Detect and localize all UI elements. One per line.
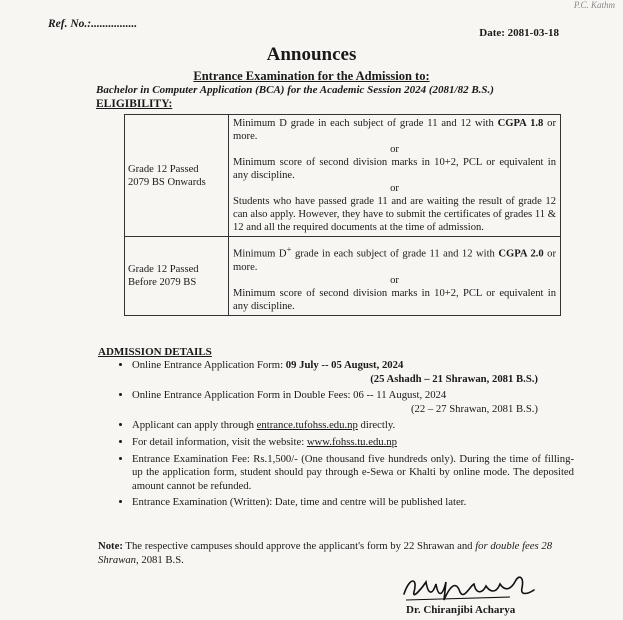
criterion-part: Minimum D — [233, 248, 287, 260]
eligibility-criteria-cell — [229, 237, 561, 316]
eligibility-criteria-cell — [229, 115, 561, 237]
list-item — [132, 436, 574, 450]
item-bs-date: (22 – 27 Shrawan, 2081 B.S.) — [410, 402, 538, 415]
list-item — [132, 359, 574, 386]
admission-list — [116, 359, 574, 513]
note-text: , 2081 B.S. — [136, 553, 184, 566]
note-label: Note: — [98, 540, 123, 552]
eligibility-group-cell — [125, 115, 229, 237]
item-value: 09 July -- 05 August, 2024 — [285, 359, 404, 371]
group-line: 2079 BS Onwards — [128, 176, 206, 188]
or-separator: or — [390, 183, 399, 194]
item-label: Applicant can apply through — [132, 419, 257, 432]
reference-number: Ref. No.:................ — [48, 18, 138, 30]
item-label: Online Entrance Application Form: — [132, 359, 286, 371]
criterion-part: or more. — [233, 248, 556, 273]
note-italic: for double fees 28 Shrawan — [98, 540, 553, 566]
group-line: Before 2079 BS — [128, 276, 197, 288]
table-row — [125, 237, 561, 316]
notice-date: Date: 2081-03-18 — [479, 27, 559, 39]
or-separator: or — [390, 274, 399, 286]
item-bs-date: (25 Ashadh – 21 Shrawan, 2081 B.S.) — [370, 372, 538, 385]
criterion-part: Minimum D grade in each subject of grade 11 and 12 with — [233, 118, 498, 129]
signer-name: Dr. Chiranjibi Acharya — [406, 604, 516, 616]
item-label: Online Entrance Application Form in Double Fees: 06 -- 11 August, 2024 — [132, 389, 447, 402]
note-text: The respective campuses should approve the applicant's form by 22 Shrawan and — [122, 540, 476, 552]
criterion-cgpa: CGPA 2.0 — [498, 248, 544, 260]
eligibility-heading: ELIGIBILITY: — [96, 98, 173, 110]
group-line: Grade 12 Passed — [128, 163, 199, 175]
group-line: Grade 12 Passed — [128, 263, 199, 275]
page-subtitle: Entrance Examination for the Admission to: — [193, 69, 430, 83]
or-separator: or — [390, 144, 399, 155]
note-paragraph — [98, 540, 558, 567]
eligibility-table — [124, 114, 561, 316]
list-item — [132, 419, 574, 433]
list-item: • Entrance Examination Fee: Rs.1,500/- (One thousand five hundreds only). During the time of filling-up the application form, student should pay through e-Sewa or Khalti by online mode. The deposited amount cannot be refunded. — [132, 453, 574, 494]
corner-mark: P.C. Kathm — [573, 0, 615, 10]
admission-heading: ADMISSION DETAILS — [98, 346, 212, 358]
signature-icon — [400, 570, 540, 606]
criterion-cgpa: CGPA 1.8 — [497, 118, 544, 129]
item-label: For detail information, visit the website: — [132, 435, 307, 448]
criterion-text — [233, 243, 556, 274]
page-title: Announces — [266, 44, 357, 65]
criterion-text: Minimum score of second division marks in 10+2, PCL or equivalent in any discipline. — [233, 157, 556, 181]
criterion-text — [233, 117, 556, 143]
entrance-portal-link[interactable]: entrance.tufohss.edu.np — [256, 419, 358, 432]
list-item — [132, 389, 574, 416]
criterion-part: or more. — [233, 118, 556, 142]
program-name: Bachelor in Computer Application (BCA) for the Academic Session 2024 (2081/82 B.S.) — [96, 84, 494, 96]
criterion-text: Minimum score of second division marks in 10+2, PCL or equivalent in any discipline. — [233, 287, 556, 312]
table-row — [125, 115, 561, 237]
website-link[interactable]: www.fohss.tu.edu.np — [306, 435, 397, 448]
item-label: directly. — [357, 419, 396, 432]
criterion-sup: + — [286, 244, 292, 254]
eligibility-group-cell — [125, 237, 229, 316]
list-item: • Entrance Examination (Written): Date, time and centre will be published later. — [132, 496, 574, 510]
criterion-text: Students who have passed grade 11 and are waiting the result of grade 12 can also apply. However, they have to submit the certificates of grades 11 & 12 and all the required documents at the time of admission. — [233, 196, 556, 233]
criterion-part: grade in each subject of grade 11 and 12 with — [291, 248, 499, 260]
